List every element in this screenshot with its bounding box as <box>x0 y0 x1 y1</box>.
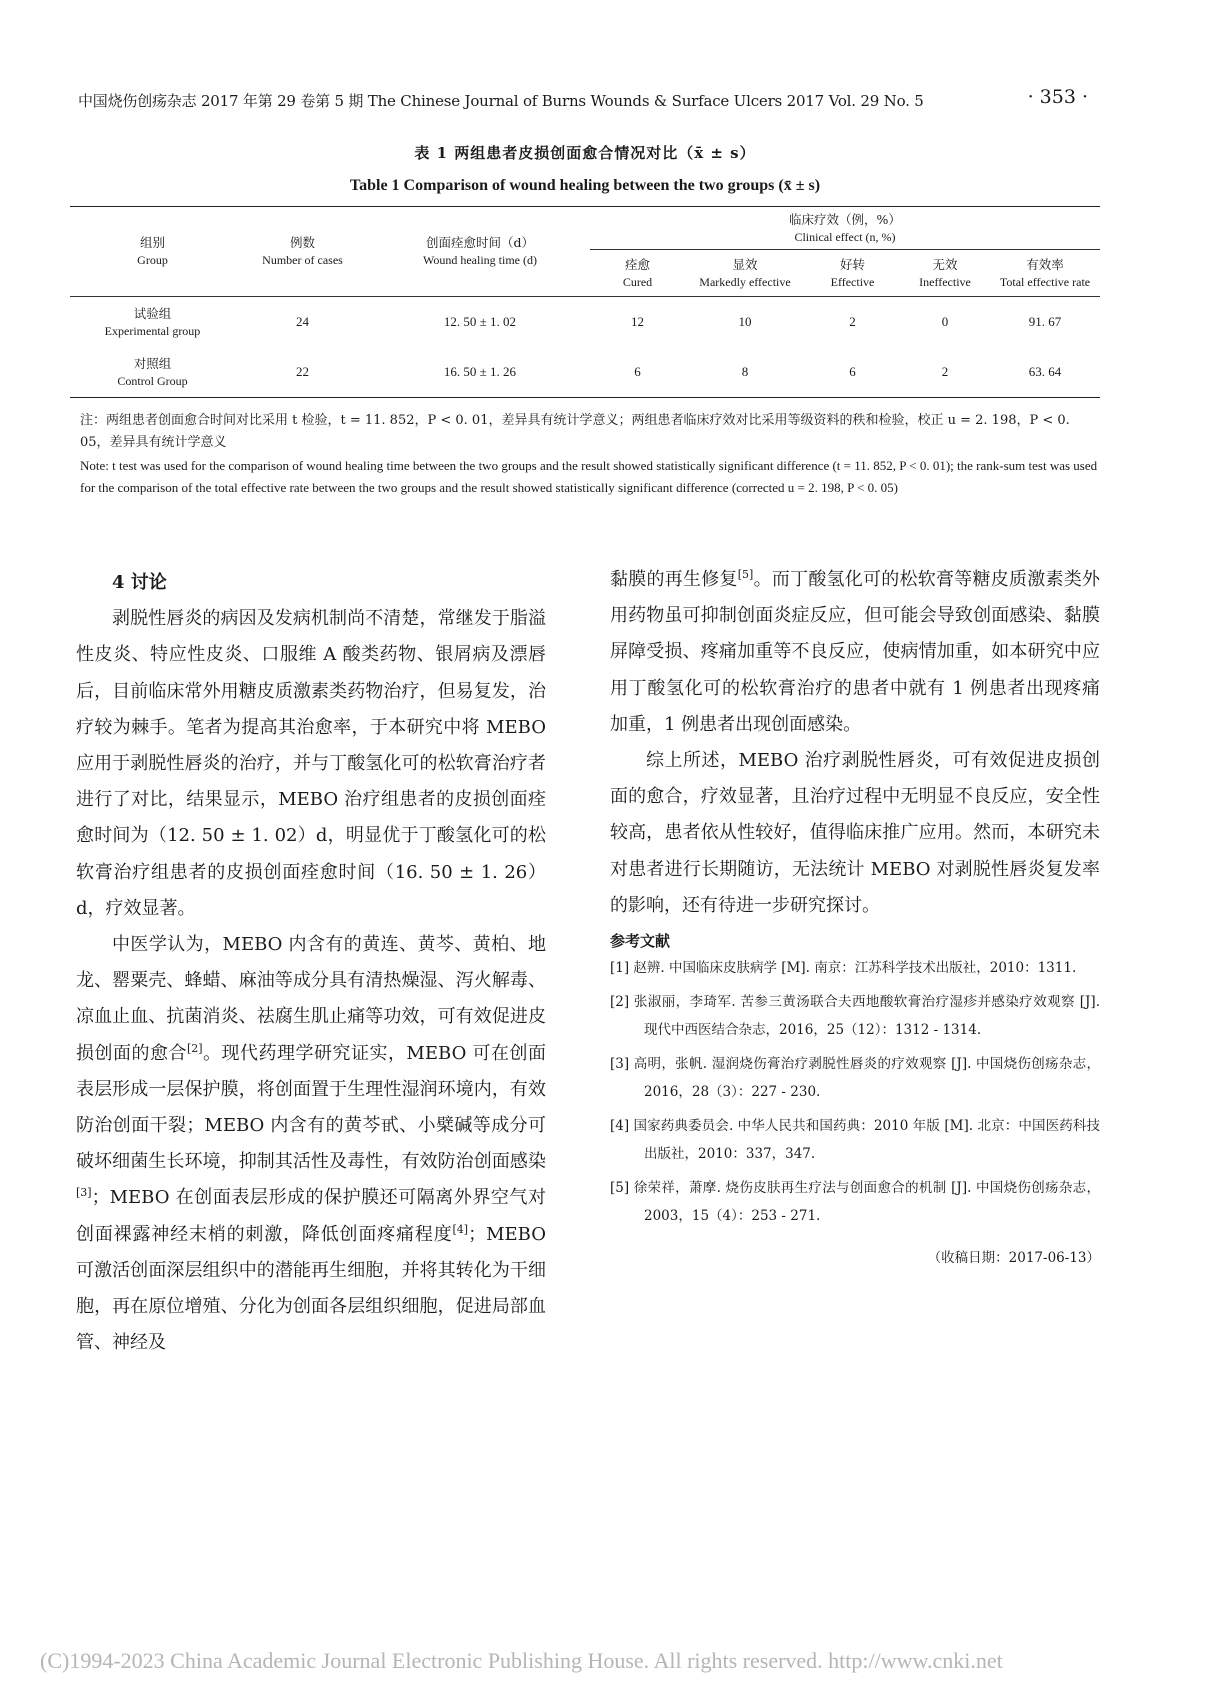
reference-item: [5] 徐荣祥，萧摩. 烧伤皮肤再生疗法与创面愈合的机制 [J]. 中国烧伤创疡杂志，2003，15（4）：253 - 271. <box>610 1180 1100 1225</box>
row-ineffective: 0 <box>941 314 949 329</box>
reference-item: [4] 国家药典委员会. 中华人民共和国药典：2010 年版 [M]. 北京：中国医药科技出版社，2010：337，347. <box>610 1118 1100 1163</box>
body-column-left <box>76 565 546 1361</box>
section-heading: 4 讨论 <box>112 572 167 593</box>
reference-item: [2] 张淑丽，李琦军. 苦参三黄汤联合夫西地酸软膏治疗湿疹并感染疗效观察 [J]. 现代中西医结合杂志，2016，25（12）：1312 - 1314. <box>610 994 1100 1039</box>
table-row <box>70 297 1100 348</box>
paragraph: 黏膜的再生修复[5]。而丁酸氢化可的松软膏等糖皮质激素类外用药物虽可抑制创面炎症反应，但可能会导致创面感染、黏膜屏障受损、疼痛加重等不良反应，使病情加重，如本研究中应用丁酸氢化可的松软膏治疗的患者中就有 1 例患者出现疼痛加重，1 例患者出现创面感染。 <box>610 568 1101 735</box>
table-caption-zh: 表 1 两组患者皮损创面愈合情况对比（x̄ ± s） <box>414 144 756 162</box>
header-cured: 痊愈 Cured <box>590 250 685 297</box>
row-group-name: 试验组 Experimental group <box>104 305 201 338</box>
row-cured: 12 <box>631 314 644 329</box>
table-caption-en: Table 1 Comparison of wound healing between the two groups (x̄ ± s) <box>349 177 821 194</box>
received-date: （收稿日期：2017-06-13） <box>927 1250 1100 1267</box>
row-markedly-effective: 8 <box>685 347 805 398</box>
header-cases: 例数 Number of cases <box>235 207 370 297</box>
row-total-rate: 63. 64 <box>990 347 1100 398</box>
row-cases: 24 <box>296 314 309 329</box>
row-effective: 2 <box>849 314 856 329</box>
row-effective: 6 <box>805 347 900 398</box>
header-total-rate: 有效率 Total effective rate <box>990 250 1100 297</box>
row-healing-time: 12. 50 ± 1. 02 <box>443 314 517 329</box>
row-markedly-effective: 10 <box>738 314 752 329</box>
paragraph: 剥脱性唇炎的病因及发病机制尚不清楚，常继发于脂溢性皮炎、特应性皮炎、口服维 A 酸类药物、银屑病及漂唇后，目前临床常外用糖皮质激素类药物治疗，但易复发，治疗较为棘手。笔者为提高其治愈率，于本研究中将 MEBO 应用于剥脱性唇炎的治疗，并与丁酸氢化可的松软膏治疗者进行了对比，结果显示，MEBO 治疗组患者的皮损创面痊愈时间为（12. 50 ± 1. 02）d，明显优于丁酸氢化可的松软膏治疗组患者的皮损创面痊愈时间（16. 50 ± 1. 26）d，疗效显著。 <box>76 608 546 919</box>
journal-running-title: 中国烧伤创疡杂志 2017 年第 29 卷第 5 期 The Chinese Journal of Burns Wounds & Surface Ulcers 2017 Vol. 29 No. 5 <box>78 92 924 110</box>
body-column-right <box>610 562 1100 1276</box>
row-ineffective: 2 <box>900 347 990 398</box>
paragraph: 综上所述，MEBO 治疗剥脱性唇炎，可有效促进皮损创面的愈合，疗效显著，且治疗过程中无明显不良反应，安全性较高，患者依从性较好，值得临床推广应用。然而，本研究未对患者进行长期随访，无法统计 MEBO 对剥脱性唇炎复发率的影响，还有待进一步研究探讨。 <box>610 750 1100 916</box>
header-healing-time: 创面痊愈时间（d） Wound healing time (d) <box>370 207 590 297</box>
table-note-zh: 注：两组患者创面愈合时间对比采用 t 检验，t = 11. 852，P < 0. 01，差异具有统计学意义；两组患者临床疗效对比采用等级资料的秩和检验，校正 u = 2. 198，P < 0. 05，差异具有统计学意义 <box>80 413 1070 450</box>
table-note-en: Note: t test was used for the comparison of wound healing time between the two groups and the result showed statistically significant difference (t = 11. 852, P < 0. 01); the rank-sum test was used for the comparison of the total effective rate between the two groups and the result showed statistically significant difference (corrected u = 2. 198, P < 0. 05) <box>80 458 1098 495</box>
paragraph: 中医学认为，MEBO 内含有的黄连、黄芩、黄柏、地龙、罂粟壳、蜂蜡、麻油等成分具有清热燥湿、泻火解毒、凉血止血、抗菌消炎、祛腐生肌止痛等功效，可有效促进皮损创面的愈合[2]。现代药理学研究证实，MEBO 可在创面表层形成一层保护膜，将创面置于生理性湿润环境内，有效防治创面干裂；MEBO 内含有的黄芩甙、小檗碱等成分可破坏细菌生长环境，抑制其活性及毒性，有效防治创面感染[3]；MEBO 在创面表层形成的保护膜还可隔离外界空气对创面裸露神经末梢的刺激，降低创面疼痛程度[4]；MEBO 可激活创面深层组织中的潜能再生细胞，并将其转化为干细胞，再在原位增殖、分化为创面各层组织细胞，促进局部血管、神经及 <box>76 934 547 1354</box>
row-group-name: 对照组 Control Group <box>70 347 235 398</box>
header-markedly-effective: 显效 Markedly effective <box>685 250 805 297</box>
citation: [2] <box>186 1041 203 1055</box>
citation: [3] <box>76 1186 92 1200</box>
citation: [4] <box>452 1222 469 1236</box>
reference-item: [3] 高明，张帆. 湿润烧伤膏治疗剥脱性唇炎的疗效观察 [J]. 中国烧伤创疡杂志，2016，28（3）：227 - 230. <box>610 1056 1100 1101</box>
header-effective: 好转 Effective <box>805 250 900 297</box>
running-header <box>78 86 1088 112</box>
header-ineffective: 无效 Ineffective <box>900 250 990 297</box>
row-cured: 6 <box>590 347 685 398</box>
page-number: · 353 · <box>1027 86 1088 108</box>
header-group: 组别 Group <box>70 207 235 297</box>
table-row <box>70 347 1100 398</box>
header-clinical-effect: 临床疗效（例，%） Clinical effect (n, %) <box>590 207 1100 250</box>
row-healing-time: 16. 50 ± 1. 26 <box>370 347 590 398</box>
citation: [5] <box>737 568 754 581</box>
references-heading: 参考文献 <box>610 932 671 951</box>
copyright-footer: (C)1994-2023 China Academic Journal Electronic Publishing House. All rights reserved. http://www.cnki.net <box>40 1648 1003 1673</box>
row-cases: 22 <box>235 347 370 398</box>
results-table <box>70 206 1100 398</box>
reference-item: [1] 赵辨. 中国临床皮肤病学 [M]. 南京：江苏科学技术出版社，2010：1311. <box>610 960 1077 977</box>
row-total-rate: 91. 67 <box>1028 314 1062 329</box>
